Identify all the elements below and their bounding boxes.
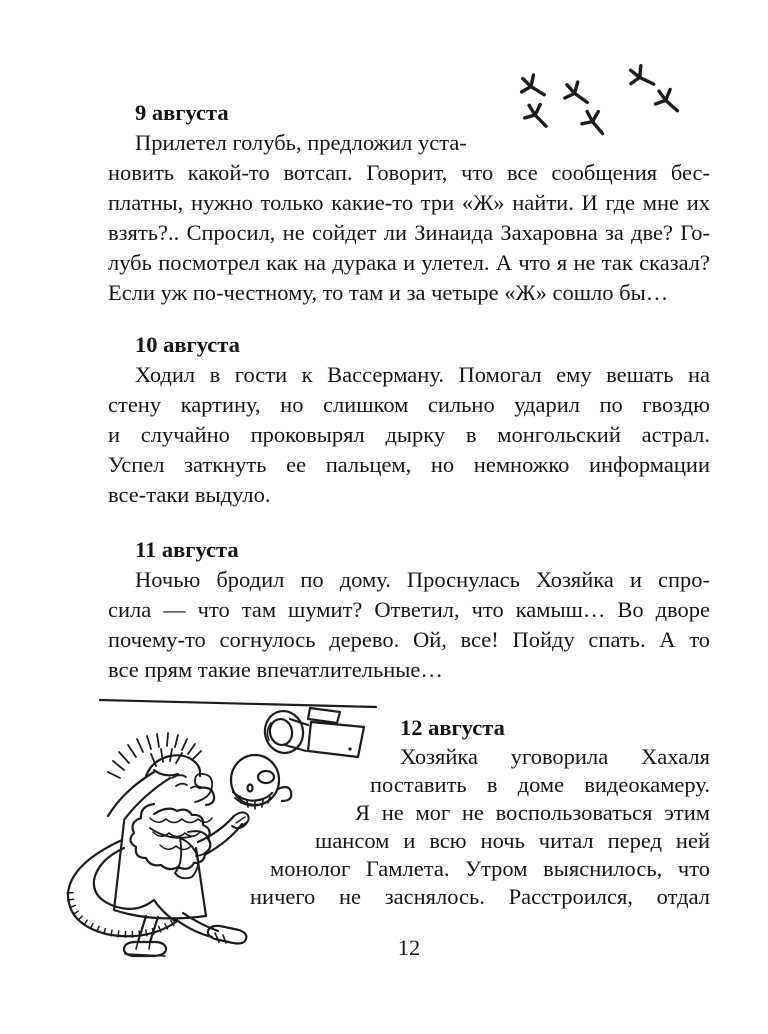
paragraph-line: Хозяйка уговорила Хахаля <box>400 744 710 769</box>
paragraph-line: поставить в доме видеокамеру. <box>370 772 710 797</box>
entry-date: 9 августа <box>135 100 229 125</box>
paragraph-line: все-таки выдуло. <box>108 482 271 507</box>
paragraph-line: Я не мог не воспользоваться этим <box>355 800 710 825</box>
entry-date: 12 августа <box>400 715 505 740</box>
paragraph-line: Если уж по-честному, то там и за четыре «Ж» сошло бы… <box>108 280 669 305</box>
paragraph-line: и случайно проковырял дырку в монгольский астрал. <box>108 422 710 447</box>
paragraph-line: монолог Гамлета. Утром выяснилось, что <box>270 856 710 881</box>
paragraph-line: почему-то согнулось дерево. Ой, все! Пойду спать. А то <box>108 627 710 652</box>
paragraph-line: взять?.. Спросил, не сойдет ли Зинаида Захаровна за две? Го- <box>108 220 710 245</box>
paragraph-line: Ночью бродил по дому. Проснулась Хозяйка и спро- <box>135 567 710 592</box>
paragraph-line: ничего не заснялось. Расстроился, отдал <box>250 884 710 909</box>
paragraph-line: Прилетел голубь, предложил уста- <box>135 130 467 155</box>
paragraph-line: платны, нужно только какие-то три «Ж» найти. И где мне их <box>108 190 710 215</box>
diary-entry-aug-10 <box>108 330 710 510</box>
paragraph-line: стену картину, но слишком сильно ударил по гвоздю <box>108 392 710 417</box>
diary-entry-aug-11 <box>108 535 710 685</box>
paragraph-line: сила — что там шумит? Ответил, что камыш… Во дворе <box>108 597 710 622</box>
paragraph-line: шансом и всю ночь читал перед ней <box>315 828 710 853</box>
entry-date: 11 августа <box>135 537 239 562</box>
paragraph-line: новить какой-то вотсап. Говорит, что все сообщения бес- <box>108 160 710 185</box>
page-number: 12 <box>397 935 421 960</box>
paragraph-line: Успел заткнуть ее пальцем, но немножко информации <box>108 452 710 477</box>
diary-entry-aug-9 <box>108 98 710 308</box>
entry-date: 10 августа <box>135 332 240 357</box>
diary-entry-aug-12 <box>108 713 710 911</box>
paragraph-line: лубь посмотрел как на дурака и улетел. А что я не так сказал? <box>108 250 710 275</box>
ceiling-line <box>100 700 376 707</box>
paragraph-line: все прям такие впечатлительные… <box>108 657 443 682</box>
paragraph-line: Ходил в гости к Вассерману. Помогал ему вешать на <box>135 362 710 387</box>
